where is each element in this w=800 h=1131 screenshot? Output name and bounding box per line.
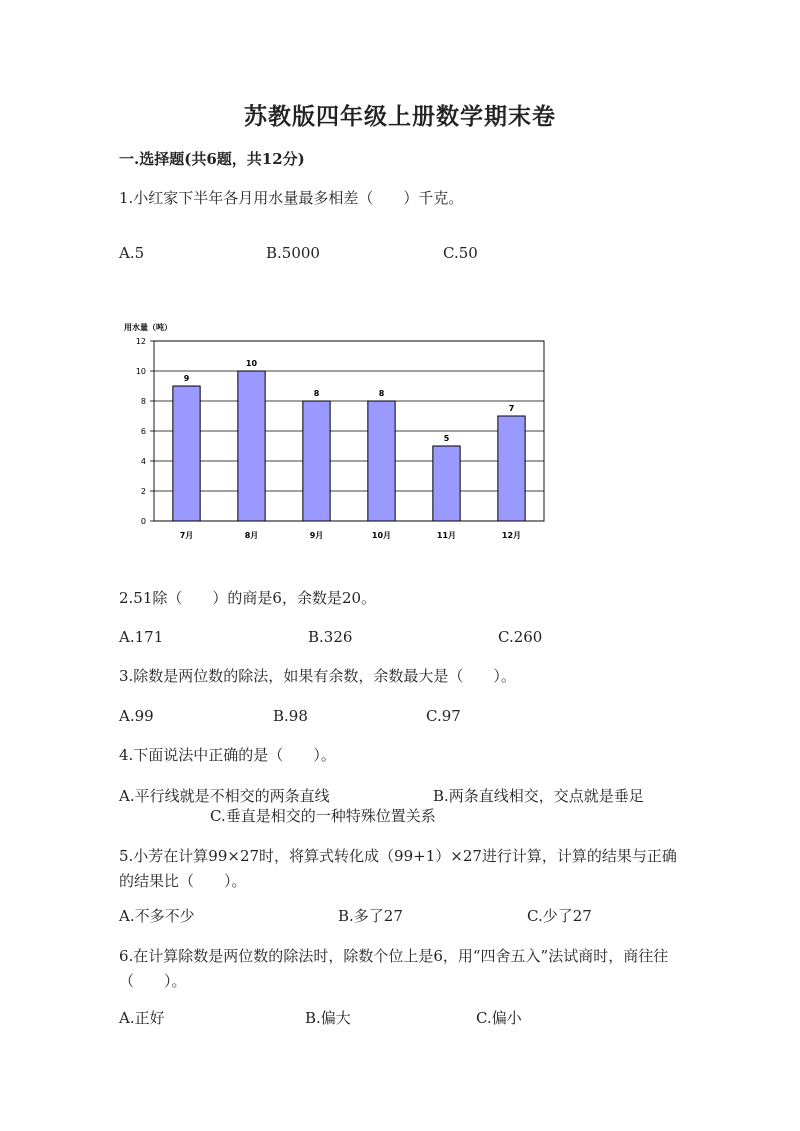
y-tick-label: 0 [140, 517, 146, 526]
y-tick-label: 12 [135, 337, 146, 346]
option-6a: A.正好 [119, 1009, 165, 1027]
bar [238, 371, 265, 521]
chart-ylabel: 用水量（吨） [124, 323, 172, 332]
data-label: 8 [313, 389, 320, 398]
option-1a: A.5 [119, 244, 145, 262]
bar [368, 401, 395, 521]
option-3b: B.98 [273, 707, 308, 725]
question-5: 5.小芳在计算99×27时，将算式转化成（99+1）×27进行计算，计算的结果与正确的结果比（ ）。 [119, 847, 677, 890]
option-6b: B.偏大 [305, 1009, 351, 1027]
question-3: 3.除数是两位数的除法，如果有余数，余数最大是（ ）。 [119, 667, 516, 685]
data-label: 5 [443, 434, 450, 443]
question-6: 6.在计算除数是两位数的除法时，除数个位上是6，用“四舍五入”法试商时，商往往（ ）。 [119, 947, 669, 990]
option-5b: B.多了27 [338, 907, 403, 925]
question-2: 2.51除（ ）的商是6，余数是20。 [119, 589, 377, 607]
option-2a: A.171 [119, 628, 164, 646]
option-4a: A.平行线就是不相交的两条直线 [119, 787, 330, 805]
option-1b: B.5000 [266, 244, 320, 262]
x-tick-label: 11月 [436, 531, 457, 540]
option-3c: C.97 [426, 707, 461, 725]
option-2c: C.260 [498, 628, 543, 646]
y-tick-label: 2 [140, 487, 146, 496]
option-5c: C.少了27 [527, 907, 592, 925]
x-tick-label: 12月 [501, 531, 522, 540]
question-1: 1.小红家下半年各月用水量最多相差（ ）千克。 [119, 189, 464, 207]
option-2b: B.326 [308, 628, 353, 646]
y-tick-label: 6 [140, 427, 146, 436]
data-label: 8 [378, 389, 385, 398]
data-label: 10 [245, 359, 258, 368]
y-tick-label: 10 [135, 367, 146, 376]
option-3a: A.99 [119, 707, 154, 725]
option-6c: C.偏小 [476, 1009, 522, 1027]
option-1c: C.50 [443, 244, 478, 262]
bar [433, 446, 460, 521]
option-5a: A.不多不少 [119, 907, 195, 925]
option-4c: C.垂直是相交的一种特殊位置关系 [210, 807, 436, 825]
x-tick-label: 9月 [309, 531, 324, 540]
y-tick-label: 8 [140, 397, 146, 406]
water-usage-bar-chart [118, 318, 558, 546]
bar [498, 416, 525, 521]
option-4b: B.两条直线相交，交点就是垂足 [433, 787, 644, 805]
data-label: 7 [508, 404, 515, 413]
x-tick-label: 10月 [371, 531, 392, 540]
x-tick-label: 7月 [179, 531, 194, 540]
bar [303, 401, 330, 521]
page-title: 苏教版四年级上册数学期末卷 [244, 103, 556, 130]
x-tick-label: 8月 [244, 531, 259, 540]
question-4: 4.下面说法中正确的是（ ）。 [119, 746, 336, 764]
bar [173, 386, 200, 521]
data-label: 9 [183, 374, 190, 383]
y-tick-label: 4 [140, 457, 146, 466]
section-heading: 一.选择题(共6题，共12分) [119, 150, 305, 168]
